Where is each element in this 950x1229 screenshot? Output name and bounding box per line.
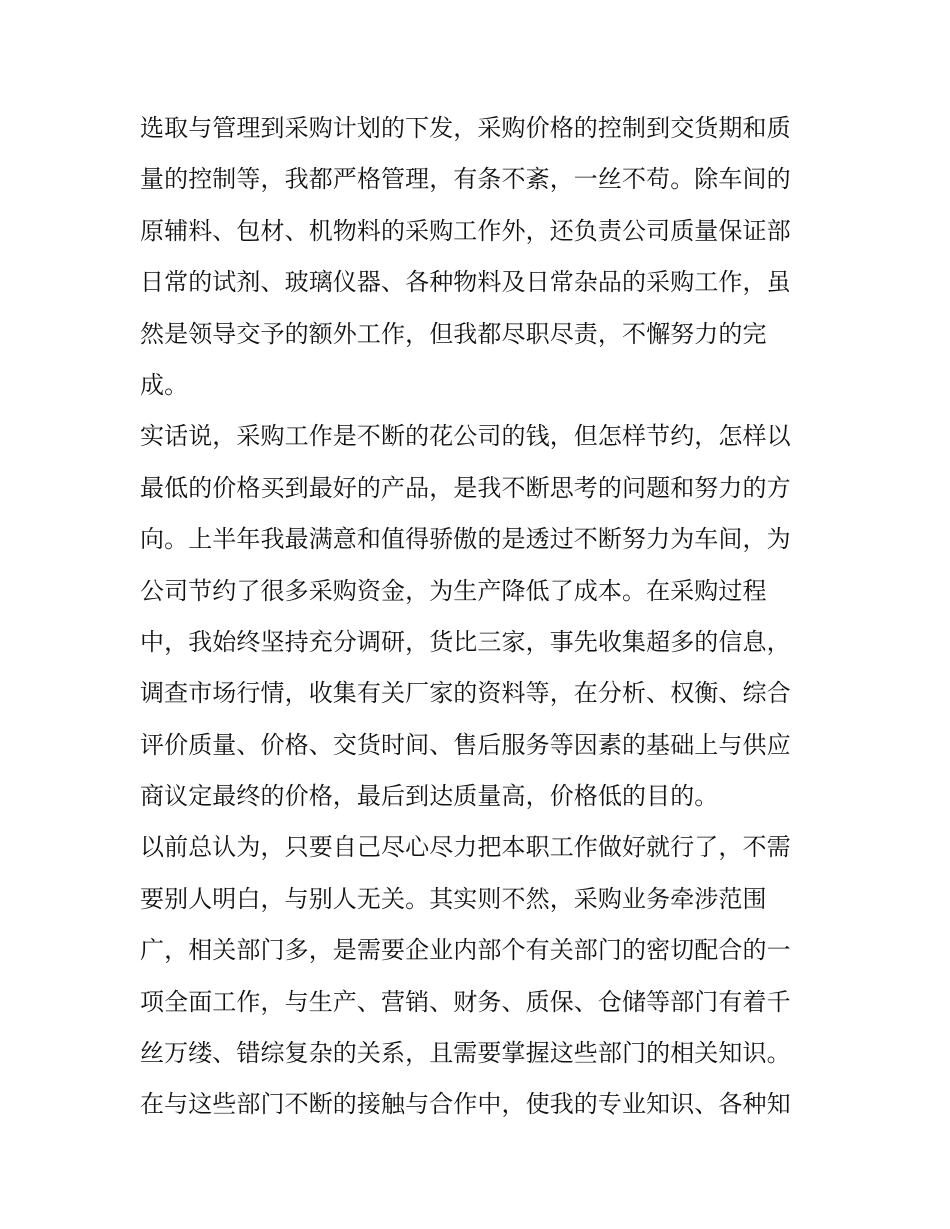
text-line: 实话说，采购工作是不断的花公司的钱，但怎样节约，怎样以	[140, 422, 791, 451]
text-line: 以前总认为，只要自己尽心尽力把本职工作做好就行了，不需	[140, 833, 791, 862]
text-line: 原辅料、包材、机物料的采购工作外，还负责公司质量保证部	[140, 216, 791, 245]
text-line: 丝万缕、错综复杂的关系，且需要掌握这些部门的相关知识。	[140, 1039, 791, 1068]
text-line: 然是领导交予的额外工作，但我都尽职尽责，不懈努力的完	[140, 319, 767, 348]
text-line: 中，我始终坚持充分调研，货比三家，事先收集超多的信息，	[140, 627, 791, 656]
text-line: 项全面工作，与生产、营销、财务、质保、仓储等部门有着千	[140, 987, 791, 1016]
body-text	[140, 103, 820, 1131]
text-line: 评价质量、价格、交货时间、售后服务等因素的基础上与供应	[140, 730, 791, 759]
text-line: 商议定最终的价格，最后到达质量高，价格低的目的。	[140, 782, 719, 811]
text-line: 向。上半年我最满意和值得骄傲的是透过不断努力为车间，为	[140, 525, 791, 554]
text-line: 调查市场行情，收集有关厂家的资料等，在分析、权衡、综合	[140, 679, 791, 708]
text-line: 广，相关部门多，是需要企业内部个有关部门的密切配合的一	[140, 936, 791, 965]
text-line: 公司节约了很多采购资金，为生产降低了成本。在采购过程	[140, 576, 767, 605]
text-line: 成。	[140, 370, 189, 399]
text-line: 要别人明白，与别人无关。其实则不然，采购业务牵涉范围	[140, 884, 767, 913]
text-line: 日常的试剂、玻璃仪器、各种物料及日常杂品的采购工作，虽	[140, 268, 791, 297]
text-line: 量的控制等，我都严格管理，有条不紊，一丝不苟。除车间的	[140, 165, 791, 194]
text-line: 最低的价格买到最好的产品，是我不断思考的问题和努力的方	[140, 473, 791, 502]
text-line: 在与这些部门不断的接触与合作中，使我的专业知识、各种知	[140, 1090, 791, 1119]
text-line: 选取与管理到采购计划的下发，采购价格的控制到交货期和质	[140, 114, 791, 142]
